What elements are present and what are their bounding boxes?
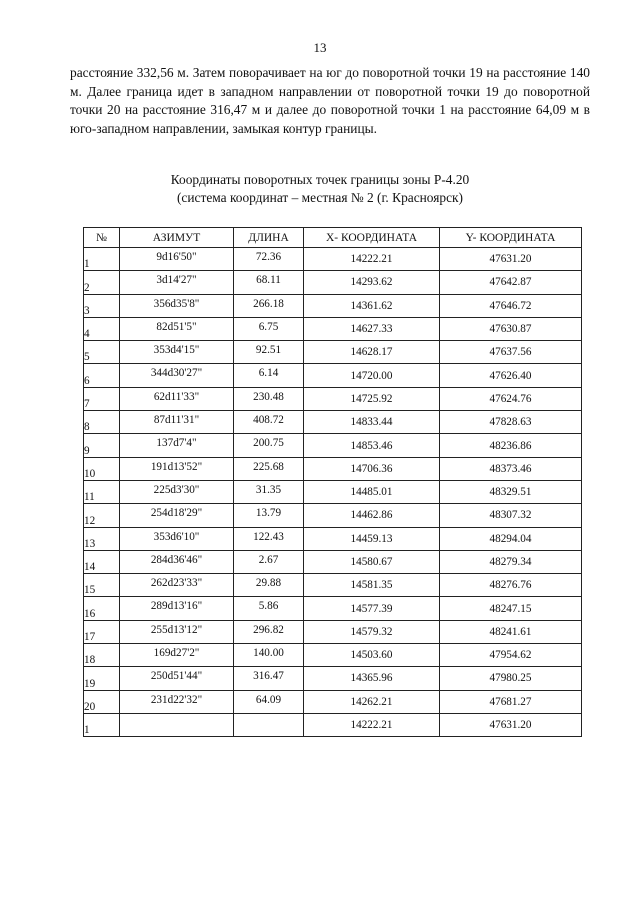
x-coordinate: 14222.21 (304, 713, 440, 736)
table-row (84, 550, 582, 573)
x-coordinate: 14462.86 (304, 504, 440, 527)
table-title (0, 171, 640, 207)
point-number: 4 (84, 317, 120, 340)
azimuth-cell (120, 550, 234, 573)
table-row (84, 667, 582, 690)
length-value: 68.11 (256, 274, 281, 287)
azimuth-cell (120, 597, 234, 620)
x-coordinate: 14459.13 (304, 527, 440, 550)
point-number: 19 (84, 667, 120, 690)
azimuth-value: 231d22'32" (150, 693, 203, 706)
length-value: 29.88 (255, 577, 282, 590)
point-number: 17 (84, 620, 120, 643)
azimuth-cell (120, 411, 234, 434)
azimuth-value: 250d51'44" (150, 670, 203, 683)
azimuth-cell (120, 457, 234, 480)
length-value: 13.79 (255, 507, 282, 520)
length-value: 5.86 (258, 600, 279, 613)
azimuth-cell (120, 341, 234, 364)
length-cell (234, 504, 304, 527)
x-coordinate: 14579.32 (304, 620, 440, 643)
azimuth-cell (120, 248, 234, 271)
y-coordinate: 48329.51 (440, 480, 582, 503)
point-number: 6 (84, 364, 120, 387)
table-body (84, 248, 582, 737)
table-header-row (84, 228, 582, 248)
azimuth-value: 82d51'5" (156, 320, 197, 333)
y-coordinate: 48307.32 (440, 504, 582, 527)
table-row (84, 457, 582, 480)
length-value: 200.75 (253, 437, 284, 450)
x-coordinate: 14262.21 (304, 690, 440, 713)
azimuth-value: 169d27'2" (153, 647, 200, 660)
y-coordinate: 48276.76 (440, 574, 582, 597)
length-cell (234, 690, 304, 713)
table-row (84, 364, 582, 387)
x-coordinate: 14706.36 (304, 457, 440, 480)
azimuth-cell (120, 317, 234, 340)
table-row (84, 644, 582, 667)
header-x: Х- КООРДИНАТА (304, 228, 440, 248)
x-coordinate: 14503.60 (304, 644, 440, 667)
point-number: 2 (84, 271, 120, 294)
azimuth-value: 353d6'10" (153, 530, 200, 543)
length-cell (234, 317, 304, 340)
length-value: 266.18 (253, 297, 284, 310)
table-row (84, 411, 582, 434)
point-number: 12 (84, 504, 120, 527)
length-cell (234, 480, 304, 503)
length-cell (234, 550, 304, 573)
azimuth-cell (120, 713, 234, 736)
length-value: 316.47 (253, 670, 284, 683)
azimuth-cell (120, 644, 234, 667)
length-cell (234, 387, 304, 410)
table-row (84, 597, 582, 620)
length-value: 6.75 (258, 320, 279, 333)
x-coordinate: 14361.62 (304, 294, 440, 317)
y-coordinate: 47642.87 (440, 271, 582, 294)
y-coordinate: 48241.61 (440, 620, 582, 643)
length-value: 140.00 (253, 647, 284, 660)
header-length: ДЛИНА (234, 228, 304, 248)
length-value: 296.82 (253, 623, 284, 636)
point-number: 16 (84, 597, 120, 620)
azimuth-value: 191d13'52" (150, 460, 203, 473)
table-row (84, 690, 582, 713)
length-cell (234, 294, 304, 317)
azimuth-cell (120, 574, 234, 597)
length-cell (234, 667, 304, 690)
table-row (84, 341, 582, 364)
y-coordinate: 47631.20 (440, 713, 582, 736)
y-coordinate: 47630.87 (440, 317, 582, 340)
length-value: 2.67 (258, 553, 279, 566)
y-coordinate: 47646.72 (440, 294, 582, 317)
azimuth-cell (120, 294, 234, 317)
point-number: 20 (84, 690, 120, 713)
y-coordinate: 48373.46 (440, 457, 582, 480)
azimuth-cell (120, 387, 234, 410)
y-coordinate: 48279.34 (440, 550, 582, 573)
length-cell (234, 457, 304, 480)
table-row (84, 248, 582, 271)
table-row (84, 527, 582, 550)
length-cell (234, 341, 304, 364)
azimuth-value: 262d23'33" (150, 577, 203, 590)
point-number: 1 (84, 248, 120, 271)
x-coordinate: 14725.92 (304, 387, 440, 410)
azimuth-value: 356d35'8" (153, 297, 200, 310)
y-coordinate: 47624.76 (440, 387, 582, 410)
length-value: 225.68 (253, 460, 284, 473)
azimuth-cell (120, 620, 234, 643)
header-num: № (84, 228, 120, 248)
point-number: 14 (84, 550, 120, 573)
y-coordinate: 47631.20 (440, 248, 582, 271)
x-coordinate: 14581.35 (304, 574, 440, 597)
length-cell (234, 597, 304, 620)
y-coordinate: 48247.15 (440, 597, 582, 620)
length-cell (234, 644, 304, 667)
length-cell (234, 411, 304, 434)
azimuth-value: 254d18'29" (150, 507, 203, 520)
point-number: 13 (84, 527, 120, 550)
azimuth-cell (120, 527, 234, 550)
header-azimuth: АЗИМУТ (120, 228, 234, 248)
length-cell (234, 574, 304, 597)
azimuth-value: 255d13'12" (150, 623, 203, 636)
x-coordinate: 14222.21 (304, 248, 440, 271)
header-y: Y- КООРДИНАТА (440, 228, 582, 248)
azimuth-value: 284d36'46" (150, 553, 203, 566)
length-cell (234, 620, 304, 643)
azimuth-cell (120, 480, 234, 503)
page-number: 13 (313, 40, 327, 55)
table-title-line2: (система координат – местная № 2 (г. Красноярск) (176, 190, 464, 205)
y-coordinate: 47954.62 (440, 644, 582, 667)
azimuth-cell (120, 434, 234, 457)
length-value: 92.51 (255, 344, 282, 357)
azimuth-value: 353d4'15" (153, 344, 200, 357)
point-number: 3 (84, 294, 120, 317)
point-number: 8 (84, 411, 120, 434)
azimuth-cell (120, 271, 234, 294)
length-cell (234, 248, 304, 271)
body-paragraph: расстояние 332,56 м. Затем поворачивает на юг до поворотной точки 19 на расстояние 140 м. Далее граница идет в западном направлении от поворотной точки 19 до поворотной точки 20 на расстояние 316,47 м и далее до поворотной точки 1 на расстояние 64,09 м в юго-западном направлении, замыкая контур границы. (70, 65, 590, 136)
table-row (84, 504, 582, 527)
x-coordinate: 14853.46 (304, 434, 440, 457)
x-coordinate: 14628.17 (304, 341, 440, 364)
x-coordinate: 14365.96 (304, 667, 440, 690)
point-number: 5 (84, 341, 120, 364)
length-cell (234, 527, 304, 550)
y-coordinate: 47637.56 (440, 341, 582, 364)
azimuth-value: 289d13'16" (150, 600, 203, 613)
length-value: 408.72 (253, 414, 284, 427)
azimuth-cell (120, 364, 234, 387)
y-coordinate: 48294.04 (440, 527, 582, 550)
x-coordinate: 14577.39 (304, 597, 440, 620)
azimuth-value: 3d14'27" (156, 274, 197, 287)
length-value: 122.43 (253, 530, 284, 543)
azimuth-value: 344d30'27" (150, 367, 203, 380)
table-row (84, 480, 582, 503)
length-value: 6.14 (258, 367, 279, 380)
table-row (84, 434, 582, 457)
length-value: 31.35 (255, 483, 282, 496)
table-row (84, 317, 582, 340)
azimuth-cell (120, 667, 234, 690)
x-coordinate: 14485.01 (304, 480, 440, 503)
y-coordinate: 47980.25 (440, 667, 582, 690)
azimuth-value: 225d3'30" (153, 483, 200, 496)
y-coordinate: 47626.40 (440, 364, 582, 387)
y-coordinate: 48236.86 (440, 434, 582, 457)
x-coordinate: 14833.44 (304, 411, 440, 434)
point-number: 7 (84, 387, 120, 410)
coordinates-table (83, 227, 582, 737)
point-number: 9 (84, 434, 120, 457)
length-cell (234, 713, 304, 736)
table-row (84, 294, 582, 317)
length-cell (234, 271, 304, 294)
table-title-line1: Координаты поворотных точек границы зоны Р-4.20 (170, 172, 470, 187)
table-row (84, 387, 582, 410)
length-cell (234, 434, 304, 457)
x-coordinate: 14627.33 (304, 317, 440, 340)
table-row (84, 713, 582, 736)
azimuth-cell (120, 690, 234, 713)
point-number: 11 (84, 480, 120, 503)
x-coordinate: 14580.67 (304, 550, 440, 573)
azimuth-value: 9d16'50" (156, 251, 197, 263)
length-value: 230.48 (253, 390, 284, 403)
length-value: 64.09 (255, 693, 282, 706)
azimuth-value: 62d11'33" (153, 390, 200, 403)
azimuth-value: 87d11'31" (153, 414, 200, 427)
azimuth-cell (120, 504, 234, 527)
table-row (84, 620, 582, 643)
azimuth-value: 137d7'4" (156, 437, 197, 450)
y-coordinate: 47828.63 (440, 411, 582, 434)
point-number: 15 (84, 574, 120, 597)
length-cell (234, 364, 304, 387)
x-coordinate: 14720.00 (304, 364, 440, 387)
table-row (84, 574, 582, 597)
table-row (84, 271, 582, 294)
point-number: 18 (84, 644, 120, 667)
point-number: 1 (84, 713, 120, 736)
y-coordinate: 47681.27 (440, 690, 582, 713)
x-coordinate: 14293.62 (304, 271, 440, 294)
point-number: 10 (84, 457, 120, 480)
length-value: 72.36 (255, 251, 282, 263)
